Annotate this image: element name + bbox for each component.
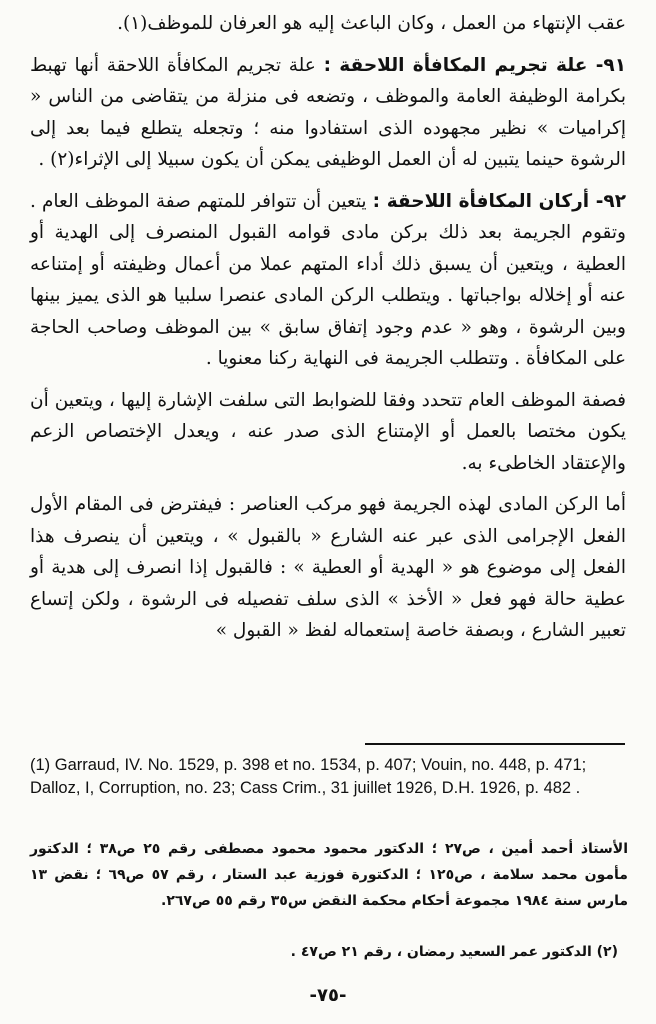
footnote-separator — [365, 743, 625, 745]
section-91-heading: ٩١- علة تجريم المكافأة اللاحقة : — [323, 54, 626, 76]
paragraph-official-capacity: فصفة الموظف العام تتحدد وفقا للضوابط التى سلفت الإشارة إليها ، ويتعين أن يكون مختصا بالعمل أو الإمتناع الذى صدر عنه ، ويعدل الإختصاص الزعم والإعتقاد الخاطىء به. — [30, 389, 626, 474]
section-91-paragraph — [30, 50, 626, 176]
section-92-heading: ٩٢- أركان المكافأة اللاحقة : — [372, 190, 626, 212]
section-91-text: علة تجريم المكافأة اللاحقة أنها تهبط بكرامة الوظيفة العامة والموظف ، وتضعه فى منزلة من يتقاضى من الناس « إكراميات » نظير مجهوده الذى استفادوا منه ؛ وتجعله يتطلع فيما بعد إلى الرشوة حينما يتبين له أن العمل الوظيفى يمكن أن يكون سبيلا إلى الإثراء(٢) . — [30, 54, 626, 170]
footnote-2-block — [30, 940, 628, 964]
paragraph-material-element: أما الركن المادى لهذه الجريمة فهو مركب العناصر : فيفترض فى المقام الأول الفعل الإجرامى الذى عبر عنه الشارع « بالقبول » ، ويتعين أن ينصرف هذا الفعل إلى موضوع هو « الهدية أو العطية » : فالقبول إذا انصرف إلى هدية أو عطية حالة فهو فعل « الأخذ » الذى سلف تفصيله فى الرشوة ، ولكن إتساع تعبير الشارع ، وبصفة خاصة إستعماله لفظ « القبول » — [30, 494, 626, 641]
footnote-1-latin: (1) Garraud, IV. No. 1529, p. 398 et no. 1534, p. 407; Vouin, no. 448, p. 471; Dalloz, I, Corruption, no. 23; Cass Crim., 31 juillet 1926, D.H. 1926, p. 482 . — [30, 756, 587, 797]
page-number: -٧٥- — [309, 985, 347, 1006]
section-92-paragraph — [30, 186, 626, 375]
intro-line: عقب الإنتهاء من العمل ، وكان الباعث إليه هو العرفان للموظف(١). — [117, 13, 626, 34]
footnote-2: (٢) الدكتور عمر السعيد رمضان ، رقم ٢١ ص٤٧ . — [290, 944, 618, 960]
footnote-1-arabic: الأستاذ أحمد أمين ، ص٢٧ ؛ الدكتور محمود محمود مصطفى رقم ٢٥ ص٣٨ ؛ الدكتور مأمون محمد سلامة ، ص١٢٥ ؛ الدكتورة فوزية عبد الستار ، رقم ٥٧ ص٦٩ ؛ نقض ١٣ مارس سنة ١٩٨٤ مجموعة أحكام محكمة النقض س٣٥ رقم ٥٥ ص٢٦٧. — [30, 841, 629, 909]
section-92-text: يتعين أن تتوافر للمتهم صفة الموظف العام . وتقوم الجريمة بعد ذلك بركن مادى قوامه القبول المنصرف إلى الهدية أو العطية ، ويتعين أن يسبق ذلك أداء المتهم عملا من أعمال وظيفته أو إمتناعه عنه أو إخلاله بواجباتها . ويتطلب الركن المادى عنصرا سلبيا هو الذى يميز بينها وبين الرشوة ، وهو « عدم وجود إتفاق سابق » بين الموظف وصاحب الحاجة على المكافأة . وتتطلب الجريمة فى النهاية ركنا معنويا . — [30, 190, 626, 369]
